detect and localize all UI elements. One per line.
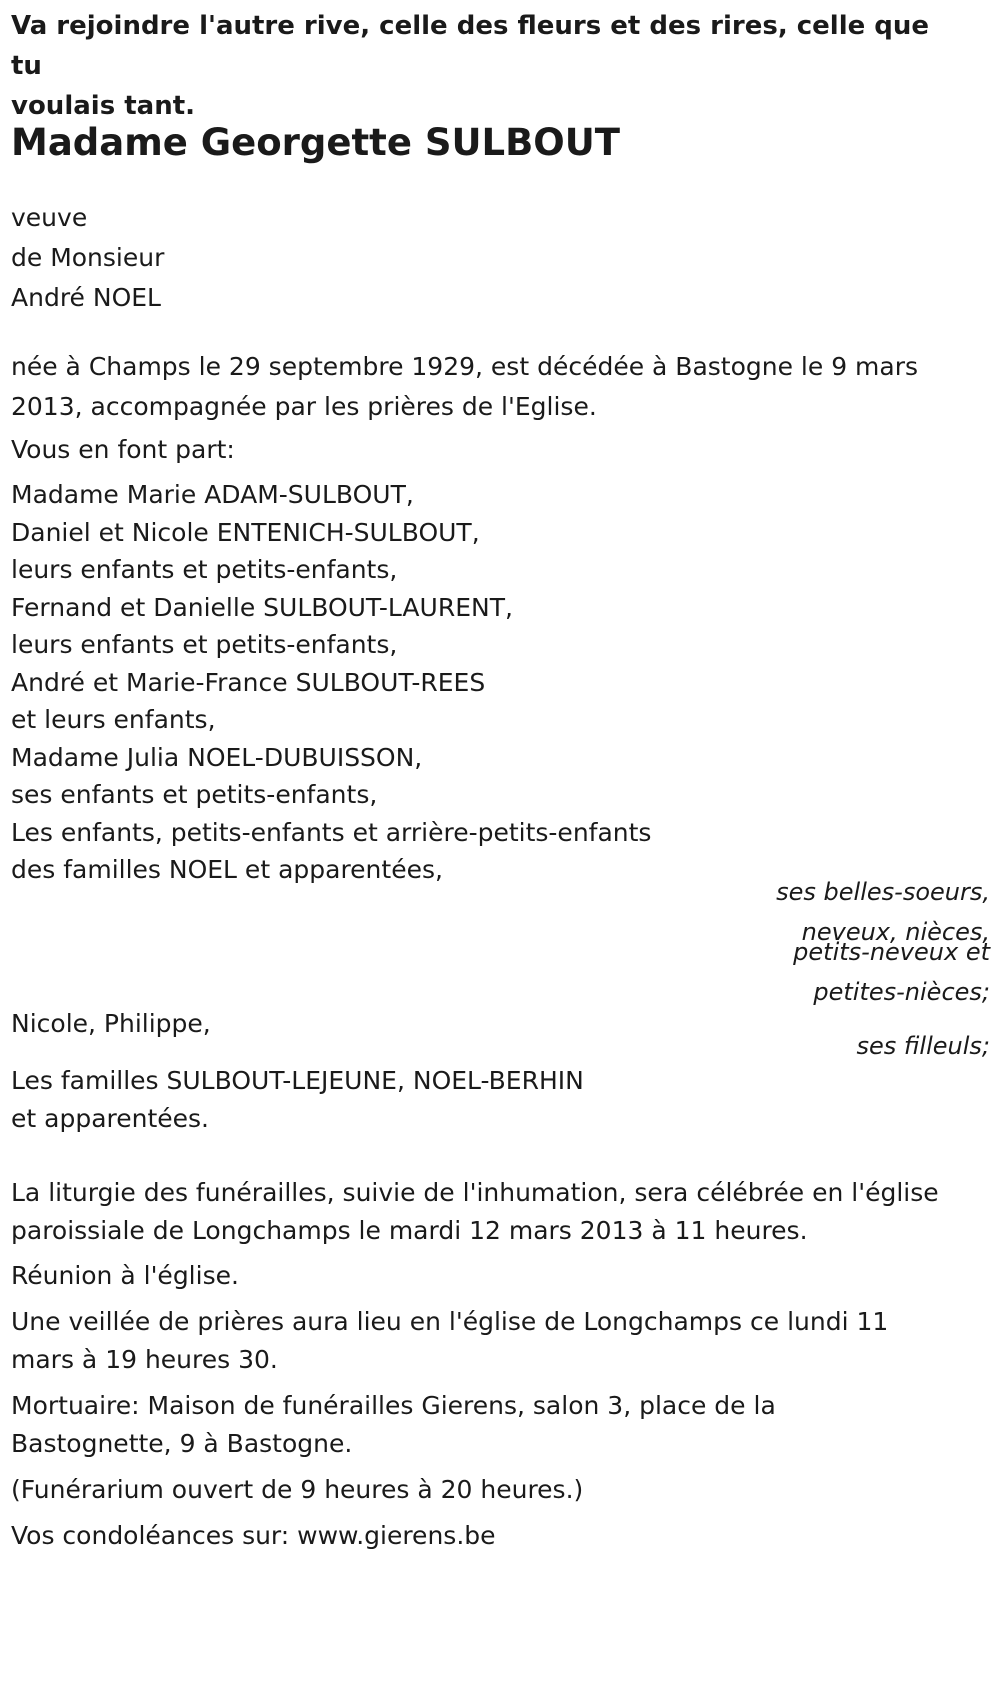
deceased-name: Madame Georgette SULBOUT bbox=[11, 121, 621, 164]
meeting-note bbox=[11, 1256, 239, 1296]
mortuary-line: Bastognette, 9 à Bastogne. bbox=[11, 1428, 353, 1458]
birth-death-line: née à Champs le 29 septembre 1929, est décédée à Bastogne le 9 mars bbox=[11, 352, 919, 381]
godchildren-names-text: Nicole, Philippe, bbox=[11, 1009, 211, 1038]
list-item: Les enfants, petits-enfants et arrière-petits-enfants bbox=[11, 817, 652, 847]
condolences-text: Vos condoléances sur: www.gierens.be bbox=[11, 1521, 496, 1550]
vigil-block bbox=[11, 1303, 888, 1378]
epigraph bbox=[11, 6, 951, 126]
liturgy-block bbox=[11, 1174, 939, 1249]
relation-note-line: neveux, nièces, bbox=[801, 918, 990, 946]
liturgy-line: La liturgie des funérailles, suivie de l'inhumation, sera célébrée en l'église bbox=[11, 1178, 939, 1207]
list-item: André et Marie-France SULBOUT-REES bbox=[11, 667, 486, 697]
widow-of-block bbox=[11, 198, 164, 318]
list-item: Daniel et Nicole ENTENICH-SULBOUT, bbox=[11, 517, 480, 547]
families-other-block bbox=[11, 1062, 584, 1137]
epigraph-line: voulais tant. bbox=[11, 91, 196, 121]
relation-note-line: ses belles-soeurs, bbox=[776, 878, 990, 906]
list-item: Madame Julia NOEL-DUBUISSON, bbox=[11, 742, 423, 772]
mortuary-block bbox=[11, 1387, 776, 1462]
godchildren-names bbox=[11, 1004, 211, 1044]
announce-intro-text: Vous en font part: bbox=[11, 435, 235, 464]
meeting-note-text: Réunion à l'église. bbox=[11, 1261, 239, 1290]
widow-of-line: veuve bbox=[11, 203, 88, 232]
funerarium-hours-text: (Funérarium ouvert de 9 heures à 20 heures.) bbox=[11, 1475, 584, 1504]
announce-intro bbox=[11, 430, 235, 470]
list-item: des familles NOEL et apparentées, bbox=[11, 855, 443, 884]
relation-note-line: ses filleuls; bbox=[856, 1032, 990, 1060]
list-item: leurs enfants et petits-enfants, bbox=[11, 630, 398, 659]
families-other-line: et apparentées. bbox=[11, 1103, 209, 1133]
relation-note-filleuls bbox=[857, 1028, 990, 1064]
birth-death-line: 2013, accompagnée par les prières de l'Eglise. bbox=[11, 392, 597, 421]
list-item: ses enfants et petits-enfants, bbox=[11, 780, 378, 809]
condolences bbox=[11, 1516, 496, 1556]
family-list bbox=[11, 476, 651, 889]
vigil-line: Une veillée de prières aura lieu en l'église de Longchamps ce lundi 11 bbox=[11, 1307, 889, 1336]
widow-of-line: André NOEL bbox=[11, 283, 161, 312]
funerarium-hours bbox=[11, 1470, 583, 1510]
list-item: Madame Marie ADAM-SULBOUT, bbox=[11, 480, 414, 509]
list-item: leurs enfants et petits-enfants, bbox=[11, 555, 398, 584]
list-item: Fernand et Danielle SULBOUT-LAURENT, bbox=[11, 592, 513, 622]
relation-note-belles-soeurs bbox=[776, 874, 990, 1010]
families-other-line: Les familles SULBOUT-LEJEUNE, NOEL-BERHIN bbox=[11, 1066, 584, 1095]
epigraph-line: Va rejoindre l'autre rive, celle des fleurs et des rires, celle que tu bbox=[11, 11, 930, 81]
widow-of-line: de Monsieur bbox=[11, 243, 165, 272]
birth-death-block bbox=[11, 347, 918, 427]
list-item: et leurs enfants, bbox=[11, 705, 216, 734]
vigil-line: mars à 19 heures 30. bbox=[11, 1344, 278, 1374]
mortuary-line: Mortuaire: Maison de funérailles Gierens, salon 3, place de la bbox=[11, 1391, 776, 1420]
relation-note-line: petites-nièces; bbox=[813, 978, 990, 1006]
liturgy-line: paroissiale de Longchamps le mardi 12 mars 2013 à 11 heures. bbox=[11, 1215, 808, 1245]
relation-note-line: petits-neveux et bbox=[793, 938, 990, 966]
